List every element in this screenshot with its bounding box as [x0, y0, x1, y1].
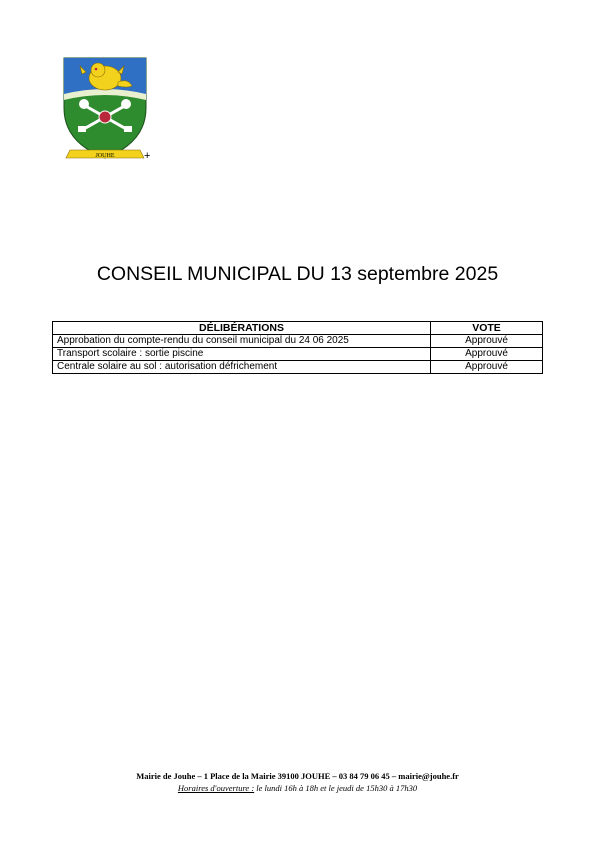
plus-mark: +	[144, 150, 151, 162]
crest-banner-text: JOUHE	[95, 153, 115, 159]
table-header-row	[53, 322, 543, 335]
deliberation-cell: Centrale solaire au sol : autorisation défrichement	[53, 361, 431, 374]
coat-of-arms-icon	[60, 54, 150, 166]
page-footer	[0, 770, 595, 794]
vote-cell: Approuvé	[431, 348, 543, 361]
footer-address: Mairie de Jouhe – 1 Place de la Mairie 39100 JOUHE – 03 84 79 06 45 – mairie@jouhe.fr	[136, 771, 459, 781]
header-vote: VOTE	[431, 322, 543, 335]
deliberations-table	[52, 321, 543, 374]
footer-hours-label: Horaires d'ouverture :	[177, 783, 255, 793]
table-row	[53, 335, 543, 348]
footer-hours-text: le lundi 16h à 18h et le jeudi de 15h30 à 17h30	[254, 783, 418, 793]
deliberation-cell: Transport scolaire : sortie piscine	[53, 348, 431, 361]
vote-cell: Approuvé	[431, 335, 543, 348]
table-row	[53, 361, 543, 374]
page-title: CONSEIL MUNICIPAL DU 13 septembre 2025	[96, 263, 499, 285]
deliberation-cell: Approbation du compte-rendu du conseil municipal du 24 06 2025	[53, 335, 431, 348]
table-row	[53, 348, 543, 361]
footer-hours	[0, 782, 595, 794]
header-deliberations: DÉLIBÉRATIONS	[53, 322, 431, 335]
vote-cell: Approuvé	[431, 361, 543, 374]
